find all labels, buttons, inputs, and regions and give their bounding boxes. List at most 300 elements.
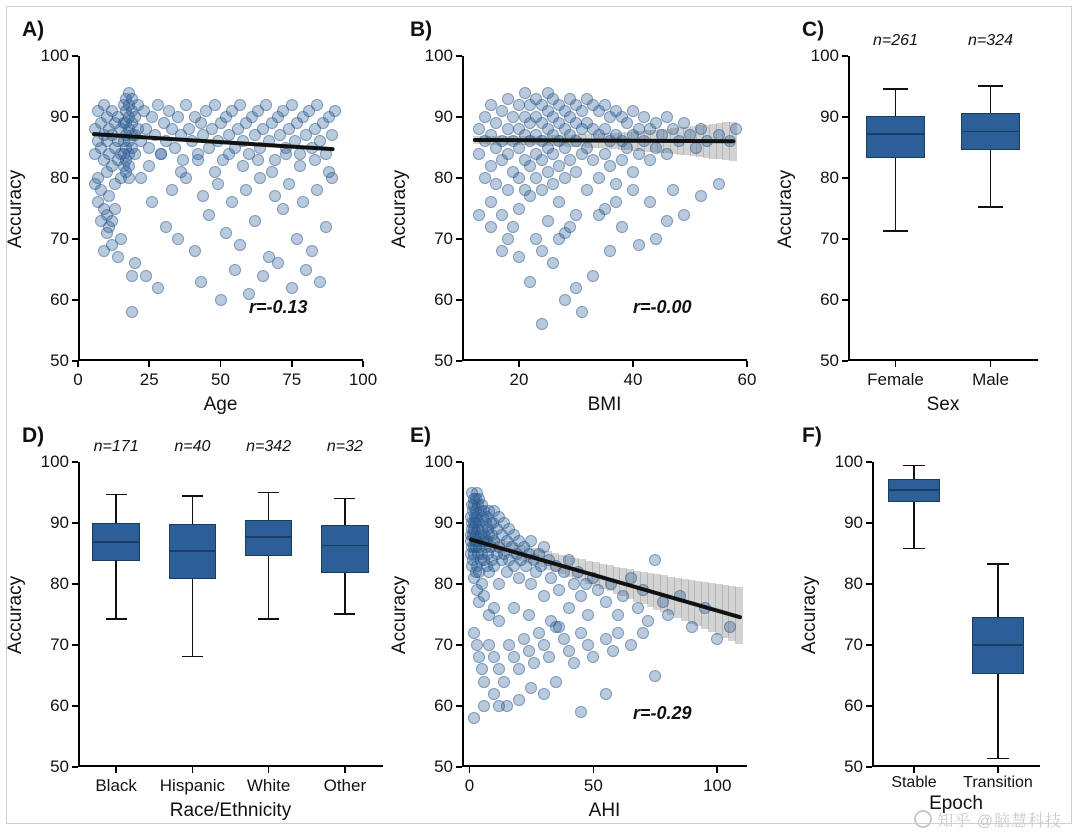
correlation-annotation: r=-0.00 — [633, 296, 692, 317]
y-tick — [72, 177, 78, 179]
x-axis-title: BMI — [587, 394, 622, 415]
scatter-point — [559, 142, 571, 154]
scatter-point — [599, 123, 611, 135]
scatter-point — [473, 123, 485, 135]
x-axis-spine — [848, 359, 1038, 361]
y-tick-label: 100 — [424, 46, 453, 65]
sample-size-label: n=32 — [326, 438, 363, 455]
scatter-point — [604, 245, 616, 257]
scatter-point — [642, 615, 654, 627]
scatter-point — [550, 676, 562, 688]
scatter-point — [662, 609, 674, 621]
scatter-point — [493, 578, 505, 590]
scatter-point — [329, 105, 341, 117]
y-tick — [456, 299, 462, 301]
y-tick — [72, 55, 78, 57]
x-tick-label: 40 — [623, 370, 643, 389]
y-tick-label: 80 — [820, 168, 839, 187]
y-tick-label: 80 — [50, 574, 69, 593]
scatter-point — [493, 663, 505, 675]
scatter-point — [513, 694, 525, 706]
scatter-point — [616, 154, 628, 166]
scatter-point — [172, 233, 184, 245]
scatter-point — [575, 706, 587, 718]
x-tick — [746, 361, 748, 367]
y-tick — [866, 461, 872, 463]
y-tick-label: 50 — [434, 351, 453, 370]
scatter-point — [189, 245, 201, 257]
scatter-point — [123, 160, 135, 172]
x-axis-title: Race/Ethnicity — [169, 800, 292, 821]
scatter-point — [485, 196, 497, 208]
y-tick — [842, 360, 848, 362]
median-line — [972, 644, 1024, 646]
scatter-point — [502, 123, 514, 135]
scatter-point — [195, 117, 207, 129]
axes-D — [5, 438, 383, 821]
scatter-point — [690, 142, 702, 154]
scatter-point — [543, 651, 555, 663]
scatter-point — [570, 209, 582, 221]
scatter-point — [538, 541, 550, 553]
scatter-point — [502, 184, 514, 196]
scatter-point — [575, 590, 587, 602]
scatter-point — [192, 154, 204, 166]
scatter-point — [488, 688, 500, 700]
scatter-point — [678, 117, 690, 129]
y-tick-label: 50 — [844, 757, 863, 776]
whisker-cap — [182, 656, 203, 658]
y-tick — [866, 583, 872, 585]
scatter-point — [513, 203, 525, 215]
x-tick-label: 100 — [348, 370, 378, 389]
scatter-point — [146, 111, 158, 123]
y-tick — [72, 705, 78, 707]
scatter-point — [667, 184, 679, 196]
scatter-point — [323, 166, 335, 178]
scatter-point — [528, 657, 540, 669]
scatter-point — [297, 196, 309, 208]
x-tick-label: 60 — [737, 370, 757, 389]
box-other — [321, 525, 368, 573]
scatter-point — [593, 172, 605, 184]
x-tick — [77, 361, 79, 367]
scatter-point — [553, 160, 565, 172]
scatter-point — [478, 700, 490, 712]
x-tick — [990, 361, 992, 367]
scatter-point — [240, 184, 252, 196]
y-tick-label: 50 — [50, 351, 69, 370]
scatter-point — [183, 123, 195, 135]
scatter-point — [638, 111, 650, 123]
x-axis-title: Age — [203, 394, 238, 415]
y-tick — [72, 583, 78, 585]
whisker-cap — [883, 88, 909, 90]
median-line — [245, 536, 292, 538]
scatter-point — [146, 196, 158, 208]
scatter-point — [553, 584, 565, 596]
y-axis-title: Accuracy — [389, 169, 410, 248]
scatter-point — [294, 160, 306, 172]
x-tick — [220, 361, 222, 367]
x-axis-title: Sex — [926, 394, 960, 415]
scatter-point — [730, 123, 742, 135]
y-tick-label: 50 — [434, 757, 453, 776]
scatter-point — [581, 142, 593, 154]
scatter-point — [166, 184, 178, 196]
whisker-cap — [987, 563, 1010, 565]
scatter-point — [545, 572, 557, 584]
x-axis-spine — [462, 359, 747, 361]
whisker-cap — [978, 206, 1004, 208]
y-axis-spine — [78, 56, 80, 361]
x-tick — [362, 361, 364, 367]
scatter-point — [513, 251, 525, 263]
scatter-point — [570, 166, 582, 178]
axes-E — [389, 452, 747, 821]
scatter-point — [143, 142, 155, 154]
scatter-point — [542, 166, 554, 178]
y-tick — [456, 238, 462, 240]
scatter-point — [582, 639, 594, 651]
scatter-point — [234, 239, 246, 251]
axes-B — [389, 46, 757, 415]
scatter-point — [627, 105, 639, 117]
x-tick-label: 0 — [464, 776, 475, 795]
scatter-point — [272, 257, 284, 269]
median-line — [92, 541, 139, 543]
x-axis-spine — [462, 765, 747, 767]
scatter-point — [570, 282, 582, 294]
scatter-point — [135, 172, 147, 184]
x-tick-label: 100 — [703, 776, 732, 795]
scatter-point — [524, 276, 536, 288]
scatter-point — [283, 178, 295, 190]
scatter-point — [621, 142, 633, 154]
scatter-point — [538, 590, 550, 602]
y-tick — [842, 55, 848, 57]
x-tick — [469, 767, 471, 773]
scatter-point — [513, 142, 525, 154]
scatter-point — [496, 245, 508, 257]
scatter-point — [237, 160, 249, 172]
y-tick — [842, 116, 848, 118]
scatter-point — [175, 166, 187, 178]
scatter-point — [644, 196, 656, 208]
scatter-point — [644, 154, 656, 166]
scatter-point — [513, 572, 525, 584]
scatter-point — [177, 154, 189, 166]
scatter-point — [617, 590, 629, 602]
y-tick — [456, 116, 462, 118]
scatter-point — [503, 639, 515, 651]
scatter-point — [530, 172, 542, 184]
scatter-point — [269, 154, 281, 166]
y-tick-label: 90 — [434, 107, 453, 126]
scatter-point — [254, 172, 266, 184]
x-tick — [344, 767, 346, 773]
scatter-point — [103, 221, 115, 233]
scatter-point — [229, 264, 241, 276]
scatter-point — [695, 190, 707, 202]
scatter-point — [661, 215, 673, 227]
scatter-point — [314, 276, 326, 288]
scatter-point — [523, 645, 535, 657]
x-tick — [518, 361, 520, 367]
scatter-point — [508, 602, 520, 614]
y-tick-label: 100 — [40, 46, 69, 65]
scatter-point — [678, 209, 690, 221]
scatter-point — [587, 270, 599, 282]
y-tick-label: 100 — [834, 452, 863, 471]
scatter-point — [525, 578, 537, 590]
scatter-point — [223, 148, 235, 160]
scatter-point — [496, 209, 508, 221]
scatter-point — [508, 651, 520, 663]
y-axis-title: Accuracy — [775, 169, 796, 248]
scatter-point — [215, 294, 227, 306]
scatter-point — [581, 184, 593, 196]
y-tick-label: 90 — [820, 107, 839, 126]
y-tick-label: 60 — [820, 290, 839, 309]
scatter-point — [126, 306, 138, 318]
y-axis-spine — [78, 462, 80, 767]
scatter-point — [524, 160, 536, 172]
scatter-point — [627, 184, 639, 196]
scatter-point — [650, 117, 662, 129]
scatter-point — [625, 639, 637, 651]
scatter-point — [564, 221, 576, 233]
scatter-point — [478, 676, 490, 688]
y-tick — [456, 705, 462, 707]
whisker-cap — [987, 758, 1010, 760]
y-axis-spine — [872, 462, 874, 767]
scatter-point — [152, 282, 164, 294]
scatter-point — [518, 633, 530, 645]
scatter-point — [542, 215, 554, 227]
x-tick-label: Transition — [963, 774, 1033, 791]
box-female — [866, 116, 925, 158]
scatter-point — [129, 257, 141, 269]
scatter-point — [513, 172, 525, 184]
y-tick — [456, 360, 462, 362]
scatter-point — [536, 154, 548, 166]
scatter-point — [530, 233, 542, 245]
scatter-point — [291, 233, 303, 245]
panel-letter-E: E) — [410, 424, 431, 447]
median-line — [888, 489, 940, 491]
scatter-point — [160, 221, 172, 233]
scatter-point — [612, 609, 624, 621]
scatter-point — [257, 270, 269, 282]
y-tick — [456, 177, 462, 179]
scatter-point — [633, 123, 645, 135]
scatter-point — [538, 688, 550, 700]
scatter-point — [266, 166, 278, 178]
scatter-point — [650, 233, 662, 245]
scatter-point — [568, 657, 580, 669]
y-tick — [866, 644, 872, 646]
scatter-point — [269, 190, 281, 202]
scatter-point — [650, 142, 662, 154]
y-tick-label: 70 — [434, 635, 453, 654]
scatter-point — [502, 93, 514, 105]
y-tick — [842, 177, 848, 179]
x-tick — [716, 767, 718, 773]
median-line — [321, 545, 368, 547]
x-tick — [192, 767, 194, 773]
scatter-point — [483, 639, 495, 651]
scatter-point — [525, 682, 537, 694]
y-tick-label: 70 — [434, 229, 453, 248]
y-tick — [842, 238, 848, 240]
axes-C — [775, 32, 1038, 415]
y-tick-label: 70 — [820, 229, 839, 248]
scatter-point — [592, 584, 604, 596]
scatter-point — [563, 602, 575, 614]
x-axis-title: AHI — [588, 800, 621, 821]
whisker-cap — [978, 85, 1004, 87]
y-tick-label: 90 — [50, 513, 69, 532]
y-tick — [456, 461, 462, 463]
box-white — [245, 520, 292, 556]
scatter-point — [490, 178, 502, 190]
y-tick-label: 90 — [844, 513, 863, 532]
scatter-point — [249, 215, 261, 227]
scatter-point — [195, 276, 207, 288]
scatter-point — [536, 318, 548, 330]
scatter-point — [600, 596, 612, 608]
median-line — [866, 133, 925, 135]
y-tick — [72, 461, 78, 463]
scatter-point — [326, 129, 338, 141]
x-tick — [997, 767, 999, 773]
scatter-point — [485, 221, 497, 233]
scatter-point — [600, 633, 612, 645]
x-tick-label: Hispanic — [159, 776, 225, 795]
scatter-point — [524, 190, 536, 202]
scatter-point — [479, 111, 491, 123]
y-tick-label: 60 — [50, 696, 69, 715]
y-tick-label: 50 — [50, 757, 69, 776]
x-tick — [115, 767, 117, 773]
scatter-point — [649, 554, 661, 566]
y-tick-label: 100 — [424, 452, 453, 471]
scatter-point — [234, 99, 246, 111]
scatter-point — [488, 651, 500, 663]
scatter-point — [112, 251, 124, 263]
y-axis-title: Accuracy — [5, 169, 26, 248]
scatter-point — [599, 148, 611, 160]
x-tick-label: 50 — [211, 370, 230, 389]
scatter-point — [525, 535, 537, 547]
scatter-point — [496, 105, 508, 117]
scatter-point — [252, 154, 264, 166]
median-line — [169, 550, 216, 552]
scatter-point — [507, 221, 519, 233]
x-tick-label: 75 — [282, 370, 302, 389]
y-tick — [866, 766, 872, 768]
whisker-cap — [903, 548, 926, 550]
scatter-point — [536, 245, 548, 257]
scatter-point — [553, 196, 565, 208]
watermark: 知乎 @脑慧科技 — [914, 808, 1062, 831]
x-tick-label: 20 — [509, 370, 529, 389]
scatter-point — [686, 621, 698, 633]
x-tick-label: Female — [867, 370, 924, 389]
scatter-point — [627, 166, 639, 178]
axes-A — [5, 46, 378, 415]
scatter-point — [490, 117, 502, 129]
sample-size-label: n=40 — [174, 438, 211, 455]
y-tick-label: 70 — [844, 635, 863, 654]
x-tick-label: Other — [323, 776, 367, 795]
scatter-point — [473, 651, 485, 663]
scatter-point — [143, 160, 155, 172]
scatter-point — [478, 590, 490, 602]
scatter-point — [485, 160, 497, 172]
y-tick — [72, 522, 78, 524]
scatter-point — [126, 270, 138, 282]
scatter-point — [502, 148, 514, 160]
x-tick-label: Black — [95, 776, 137, 795]
x-tick — [593, 767, 595, 773]
scatter-point — [575, 627, 587, 639]
scatter-point — [89, 178, 101, 190]
y-axis-spine — [462, 56, 464, 361]
y-tick-label: 70 — [50, 635, 69, 654]
scatter-point — [649, 670, 661, 682]
y-tick-label: 80 — [844, 574, 863, 593]
scatter-point — [582, 609, 594, 621]
scatter-point — [587, 651, 599, 663]
scatter-point — [593, 209, 605, 221]
x-tick — [913, 767, 915, 773]
scatter-point — [538, 639, 550, 651]
scatter-point — [493, 700, 505, 712]
sample-size-label: n=171 — [93, 438, 139, 455]
scatter-point — [180, 99, 192, 111]
y-tick-label: 100 — [40, 452, 69, 471]
x-tick-label: Stable — [891, 774, 937, 791]
scatter-point — [286, 282, 298, 294]
scatter-point — [564, 154, 576, 166]
y-tick-label: 90 — [434, 513, 453, 532]
y-tick — [866, 705, 872, 707]
scatter-point — [155, 148, 167, 160]
scatter-point — [610, 178, 622, 190]
panel-letter-A: A) — [22, 18, 45, 41]
y-tick-label: 60 — [50, 290, 69, 309]
scatter-point — [226, 196, 238, 208]
scatter-point — [568, 578, 580, 590]
scatter-point — [98, 245, 110, 257]
median-line — [961, 131, 1020, 133]
y-tick — [866, 522, 872, 524]
scatter-point — [513, 99, 525, 111]
whisker-line — [895, 89, 897, 231]
scatter-point — [485, 99, 497, 111]
scatter-point — [547, 148, 559, 160]
scatter-point — [502, 233, 514, 245]
scatter-point — [637, 627, 649, 639]
scatter-point — [633, 148, 645, 160]
y-axis-spine — [462, 462, 464, 767]
y-axis-spine — [848, 56, 850, 361]
y-tick-label: 80 — [434, 574, 453, 593]
x-axis-spine — [872, 765, 1040, 767]
scatter-point — [576, 306, 588, 318]
